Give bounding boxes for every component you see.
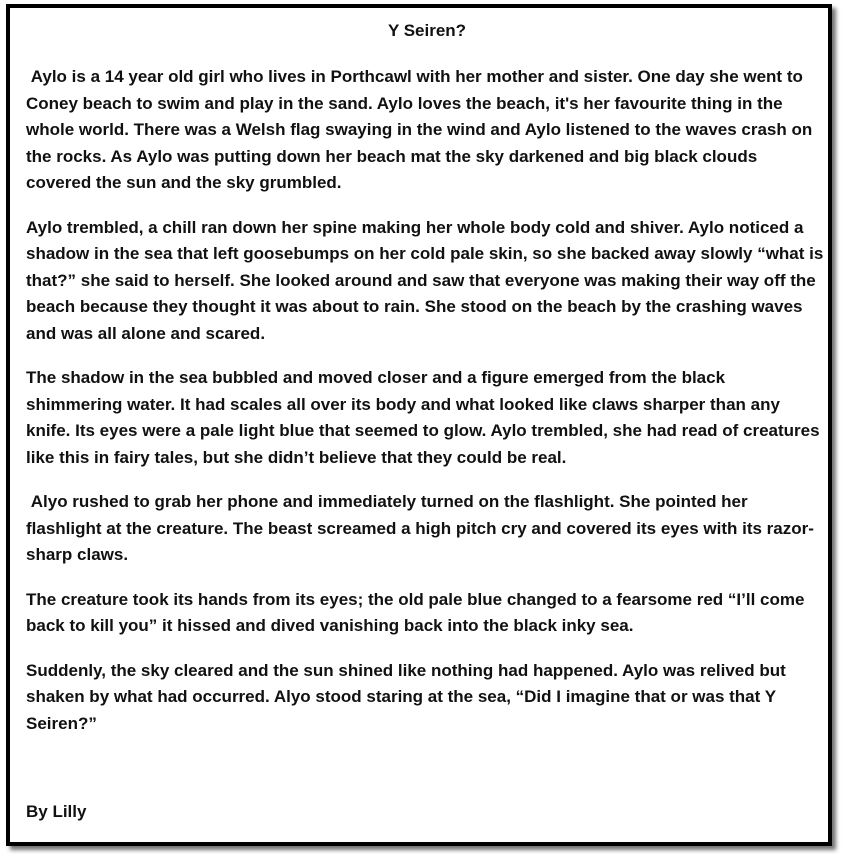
story-paragraph-6: Suddenly, the sky cleared and the sun shined like nothing had happened. Aylo was relived but shaken by what had occurred. Alyo stood staring at the sea, “Did I imagine that or was that Y Seiren?” [26,660,791,733]
author-byline: By Lilly [26,802,87,821]
document-page [6,4,832,846]
story-paragraph-1: Aylo is a 14 year old girl who lives in Porthcawl with her mother and sister. One day she went to Coney beach to swim and play in the sand. Aylo loves the beach, it's her favourite thing in the whole world. There was a Welsh flag swaying in the wind and Aylo listened to the waves crash on the rocks. As Aylo was putting down her beach mat the sky darkened and big black clouds covered the sun and the sky grumbled. [26,67,817,192]
story-paragraph-4: Alyo rushed to grab her phone and immediately turned on the flashlight. She pointed her flashlight at the creature. The beast screamed a high pitch cry and covered its eyes with its razor-sharp claws. [26,492,814,564]
story-paragraph-2: Aylo trembled, a chill ran down her spine making her whole body cold and shiver. Aylo noticed a shadow in the sea that left goosebumps on her cold pale skin, so she backed away slowly “what is that?” she said to herself. She looked around and saw that everyone was making their way off the beach because they thought it was about to rain. She stood on the beach by the crashing waves and was all alone and scared. [26,217,829,343]
story-paragraph-5: The creature took its hands from its eyes; the old pale blue changed to a fearsome red “I’ll come back to kill you” it hissed and dived vanishing back into the black inky sea. [26,589,810,635]
story-paragraph-3: The shadow in the sea bubbled and moved closer and a figure emerged from the black shimmering water. It had scales all over its body and what looked like claws sharper than any knife. Its eyes were a pale light blue that seemed to glow. Aylo trembled, she had read of creatures like this in fairy tales, but she didn’t believe that they could be real. [26,368,825,467]
story-title: Y Seiren? [387,21,467,40]
story-body [26,64,829,755]
